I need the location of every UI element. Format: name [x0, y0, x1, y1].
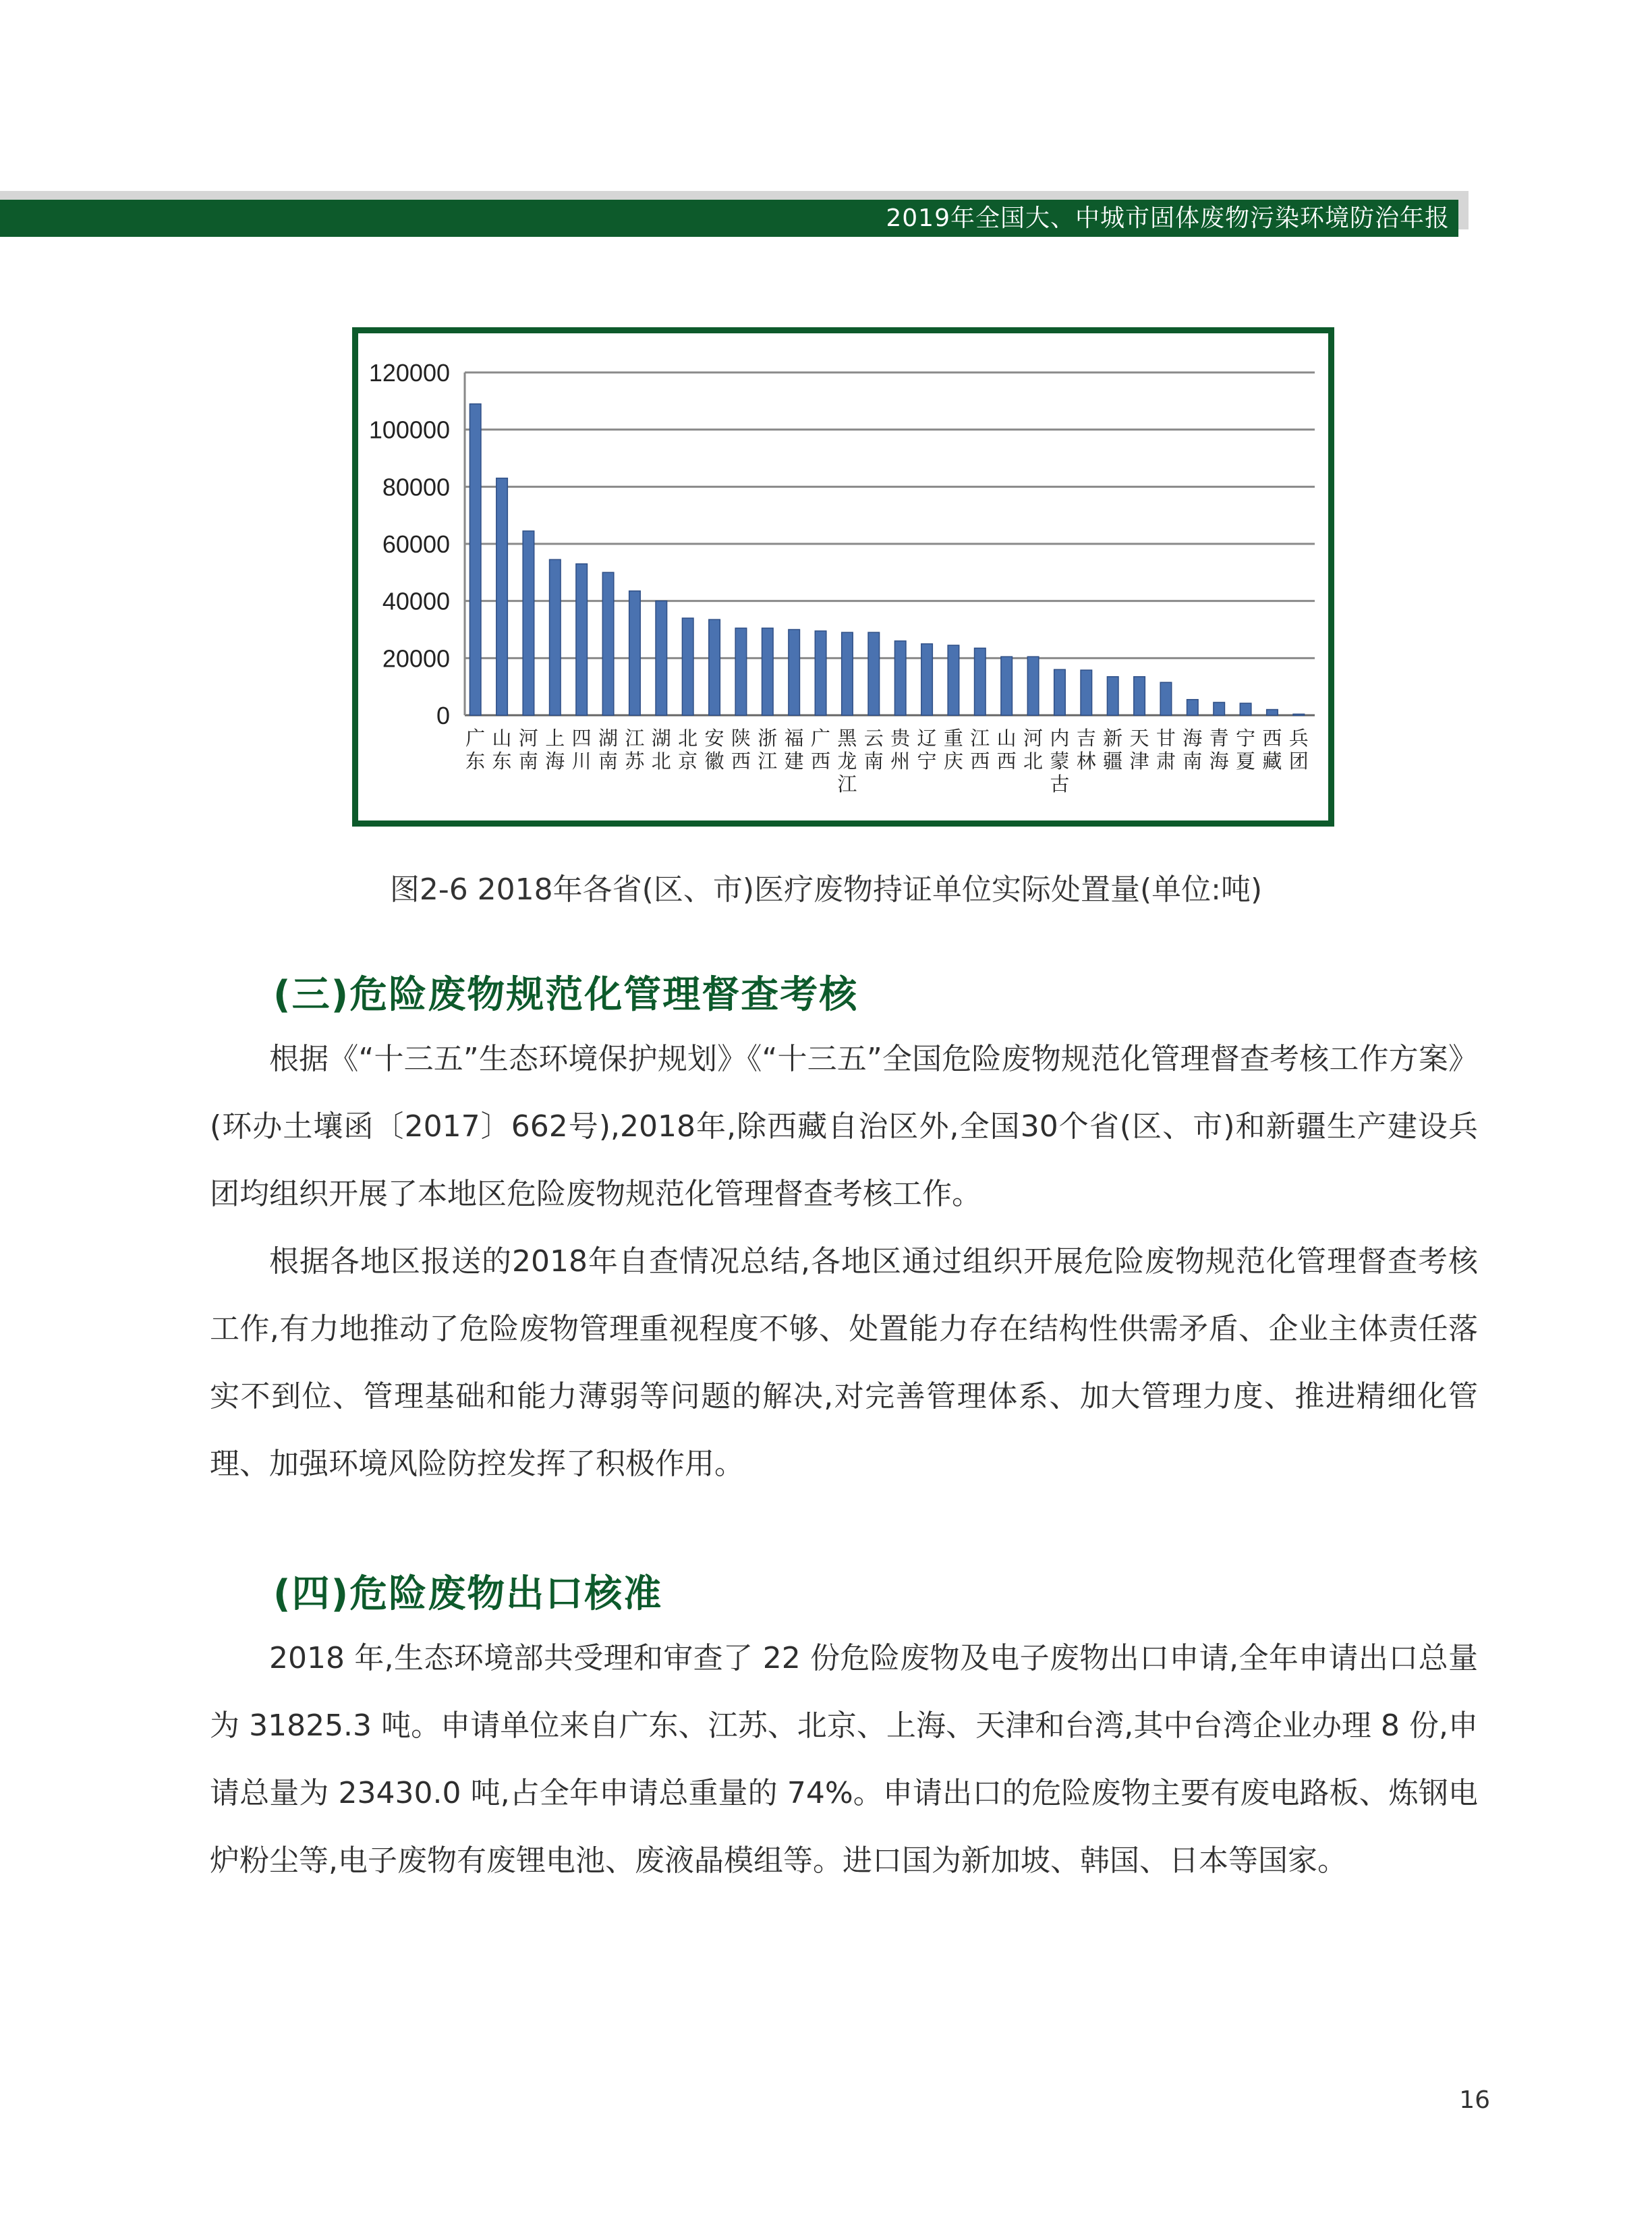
bar: [1293, 714, 1305, 715]
category-label: 吉: [1076, 727, 1096, 750]
category-label: 北: [1023, 750, 1044, 773]
category-label: 西: [731, 750, 751, 773]
category-label: 黑: [837, 727, 857, 750]
section4-paragraph-1: 2018 年,生态环境部共受理和审查了 22 份危险废物及电子废物出口申请,全年申请出口总量为 31825.3 吨。申请单位来自广东、江苏、北京、上海、天津和台湾,其中台湾企业办理 8 份,申请总量为 23430.0 吨,占全年申请总重量的 74%。申请出口的危险废物主要有废电路板、炼钢电炉粉尘等,电子废物有废锂电池、废液晶模组等。进口国为新加坡、韩国、日本等国家。: [210, 1641, 1478, 1878]
y-tick-label: 40000: [382, 587, 450, 615]
category-label: 陕: [731, 727, 751, 750]
bar: [1107, 677, 1118, 715]
category-label: 京: [678, 750, 698, 773]
category-label: 湖: [598, 727, 619, 750]
category-label: 广: [465, 727, 486, 750]
chart-frame: [352, 327, 1334, 827]
y-tick-label: 80000: [382, 473, 450, 501]
category-label: 庆: [943, 750, 963, 773]
bar: [868, 632, 880, 715]
bar: [789, 630, 800, 715]
category-label: 海: [1183, 727, 1203, 750]
bar: [1160, 682, 1172, 715]
bar: [469, 404, 481, 715]
category-label: 上: [545, 727, 565, 750]
category-label: 蒙: [1050, 750, 1070, 773]
category-label: 南: [863, 750, 884, 773]
category-label: 贵: [890, 727, 911, 750]
category-label: 湖: [651, 727, 671, 750]
category-label: 北: [651, 750, 671, 773]
category-label: 疆: [1103, 750, 1123, 773]
bar: [1054, 669, 1066, 715]
bar: [842, 632, 853, 715]
category-label: 安: [704, 727, 724, 750]
category-label: 广: [811, 727, 831, 750]
bar: [1240, 703, 1251, 715]
bar: [762, 628, 774, 715]
bar: [629, 591, 641, 715]
category-label: 江: [625, 727, 645, 750]
section3-paragraph-2: 根据各地区报送的2018年自查情况总结,各地区通过组织开展危险废物规范化管理督查考核工作,有力地推动了危险废物管理重视程度不够、处置能力存在结构性供需矛盾、企业主体责任落实不到位、管理基础和能力薄弱等问题的解决,对完善管理体系、加大管理力度、推进精细化管理、加强环境风险防控发挥了积极作用。: [210, 1244, 1478, 1481]
bar: [656, 601, 667, 715]
bar-chart: [358, 333, 1328, 820]
category-label: 辽: [917, 727, 937, 750]
bar: [1267, 710, 1278, 715]
category-label: 河: [1023, 727, 1044, 750]
category-label: 宁: [1236, 727, 1256, 750]
category-label: 江: [970, 727, 990, 750]
bar: [975, 648, 986, 715]
category-label: 西: [1262, 727, 1282, 750]
bar: [550, 559, 561, 715]
bar: [1081, 670, 1092, 715]
category-label: 藏: [1262, 750, 1282, 773]
category-label: 龙: [837, 750, 857, 773]
category-label: 天: [1129, 727, 1149, 750]
bar: [735, 628, 747, 715]
section-heading-4: (四)危险废物出口核准: [273, 1572, 663, 1616]
category-label: 海: [1209, 750, 1229, 773]
category-label: 兵: [1288, 727, 1309, 750]
category-label: 西: [811, 750, 831, 773]
category-label: 北: [678, 727, 698, 750]
category-label: 南: [1183, 750, 1203, 773]
category-label: 四: [571, 727, 592, 750]
category-label: 浙: [758, 727, 778, 750]
category-label: 州: [890, 750, 911, 773]
figure-caption: 图2-6 2018年各省(区、市)医疗废物持证单位实际处置量(单位:吨): [389, 872, 1263, 907]
bar: [709, 619, 720, 715]
category-label: 内: [1050, 727, 1070, 750]
category-label: 云: [863, 727, 884, 750]
category-label: 南: [598, 750, 619, 773]
category-label: 甘: [1156, 727, 1176, 750]
category-label: 建: [784, 750, 804, 773]
category-label: 新: [1103, 727, 1123, 750]
category-label: 林: [1076, 750, 1096, 773]
category-label: 津: [1129, 750, 1149, 773]
bar: [1027, 657, 1039, 715]
category-label: 宁: [917, 750, 937, 773]
report-title: 2019年全国大、中城市固体废物污染环境防治年报: [886, 204, 1450, 232]
category-label: 徽: [704, 750, 724, 773]
section3-paragraph-1: 根据《“十三五”生态环境保护规划》《“十三五”全国危险废物规范化管理督查考核工作方案》(环办土壤函〔2017〕662号),2018年,除西藏自治区外,全国30个省(区、市)和新疆生产建设兵团均组织开展了本地区危险废物规范化管理督查考核工作。: [210, 1042, 1478, 1211]
bar: [815, 631, 826, 715]
category-label: 古: [1050, 773, 1070, 796]
category-label: 福: [784, 727, 804, 750]
category-label: 肃: [1156, 750, 1176, 773]
bar: [1187, 700, 1199, 715]
category-label: 河: [518, 727, 538, 750]
bar: [894, 641, 906, 715]
category-label: 海: [545, 750, 565, 773]
category-label: 江: [837, 773, 857, 796]
category-label: 重: [943, 727, 963, 750]
category-label: 川: [571, 750, 592, 773]
category-label: 山: [492, 727, 512, 750]
category-label: 西: [996, 750, 1017, 773]
y-tick-label: 60000: [382, 530, 450, 558]
category-label: 南: [518, 750, 538, 773]
section-heading-3: (三)危险废物规范化管理督查考核: [273, 973, 859, 1017]
category-label: 团: [1288, 750, 1309, 773]
y-tick-label: 0: [436, 702, 450, 729]
bar: [682, 618, 693, 715]
page-number: 16: [1459, 2086, 1490, 2114]
bar: [1134, 677, 1145, 715]
bar: [576, 564, 588, 715]
category-label: 青: [1209, 727, 1229, 750]
category-label: 江: [758, 750, 778, 773]
bar: [523, 531, 534, 715]
y-tick-label: 100000: [368, 416, 450, 444]
category-label: 东: [465, 750, 486, 773]
y-tick-label: 20000: [382, 644, 450, 673]
category-label: 东: [492, 750, 512, 773]
bar: [1001, 657, 1013, 715]
bar: [948, 645, 959, 715]
bar: [602, 572, 614, 715]
category-label: 苏: [625, 750, 645, 773]
category-label: 西: [970, 750, 990, 773]
category-label: 山: [996, 727, 1017, 750]
y-tick-label: 120000: [368, 359, 450, 387]
category-label: 夏: [1236, 750, 1256, 773]
bar: [496, 478, 508, 715]
bar: [1214, 702, 1225, 715]
bar: [921, 644, 933, 715]
